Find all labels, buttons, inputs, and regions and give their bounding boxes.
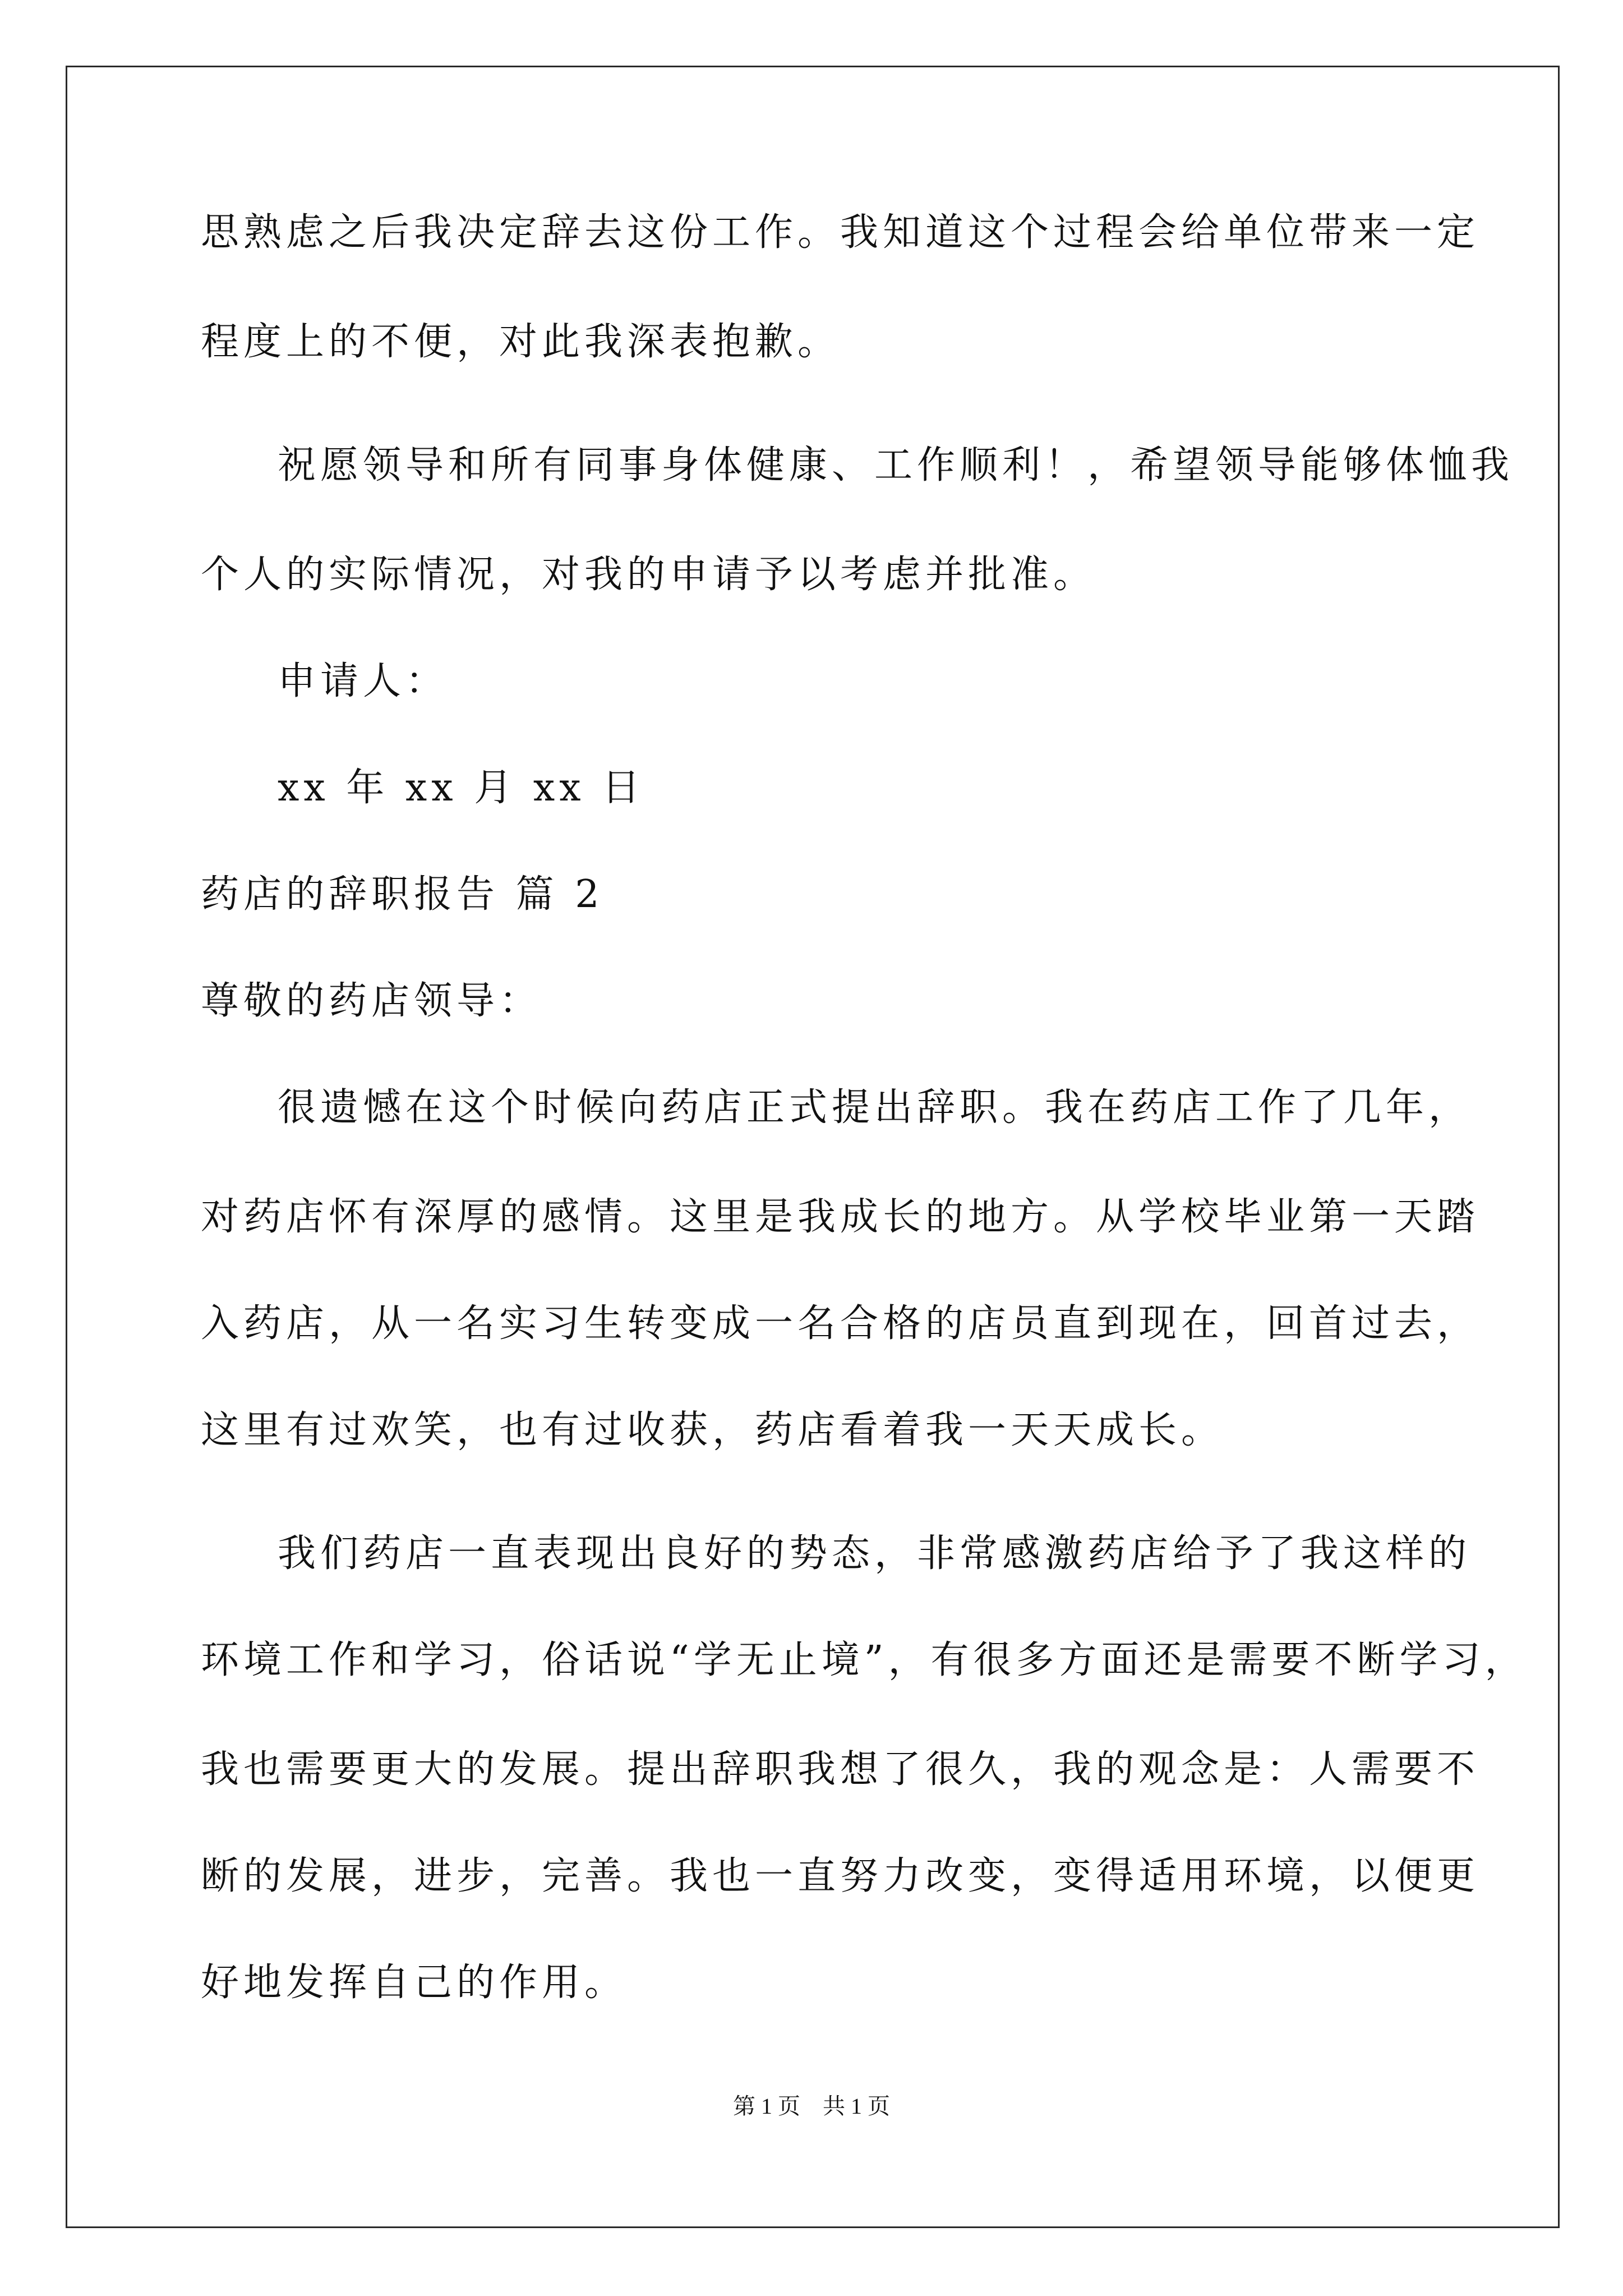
salutation: 尊敬的药店领导： — [201, 979, 542, 1023]
paragraph-start-line: 很遗憾在这个时候向药店正式提出辞职。我在药店工作了几年， — [278, 1085, 1472, 1130]
applicant-label: 申请人： — [278, 659, 449, 703]
paragraph-start-line: 我们药店一直表现出良好的势态，非常感激药店给予了我这样的 — [278, 1531, 1472, 1576]
text-line: 这里有过欢笑，也有过收获，药店看着我一天天成长。 — [201, 1408, 1224, 1452]
page-footer: 第 1 页 共 1 页 — [733, 2093, 890, 2119]
text-line: 入药店，从一名实习生转变成一名合格的店员直到现在，回首过去， — [201, 1301, 1480, 1346]
paragraph-start-line: 祝愿领导和所有同事身体健康、工作顺利！，希望领导能够体恤我 — [278, 443, 1514, 487]
text-line: 程度上的不便，对此我深表抱歉。 — [201, 320, 841, 364]
text-line: 对药店怀有深厚的感情。这里是我成长的地方。从学校毕业第一天踏 — [201, 1195, 1480, 1239]
text-line: 我也需要更大的发展。提出辞职我想了很久，我的观念是：人需要不 — [201, 1747, 1480, 1792]
text-line: 思熟虑之后我决定辞去这份工作。我知道这个过程会给单位带来一定 — [201, 210, 1480, 255]
date-line: xx 年 xx 月 xx 日 — [278, 766, 645, 810]
text-line: 个人的实际情况，对我的申请予以考虑并批准。 — [201, 553, 1096, 597]
text-line: 环境工作和学习，俗话说“学无止境”，有很多方面还是需要不断学习， — [201, 1638, 1528, 1682]
text-line: 断的发展，进步，完善。我也一直努力改变，变得适用环境，以便更 — [201, 1854, 1480, 1898]
section-heading: 药店的辞职报告 篇 2 — [201, 872, 604, 917]
text-line: 好地发挥自己的作用。 — [201, 1961, 628, 2005]
